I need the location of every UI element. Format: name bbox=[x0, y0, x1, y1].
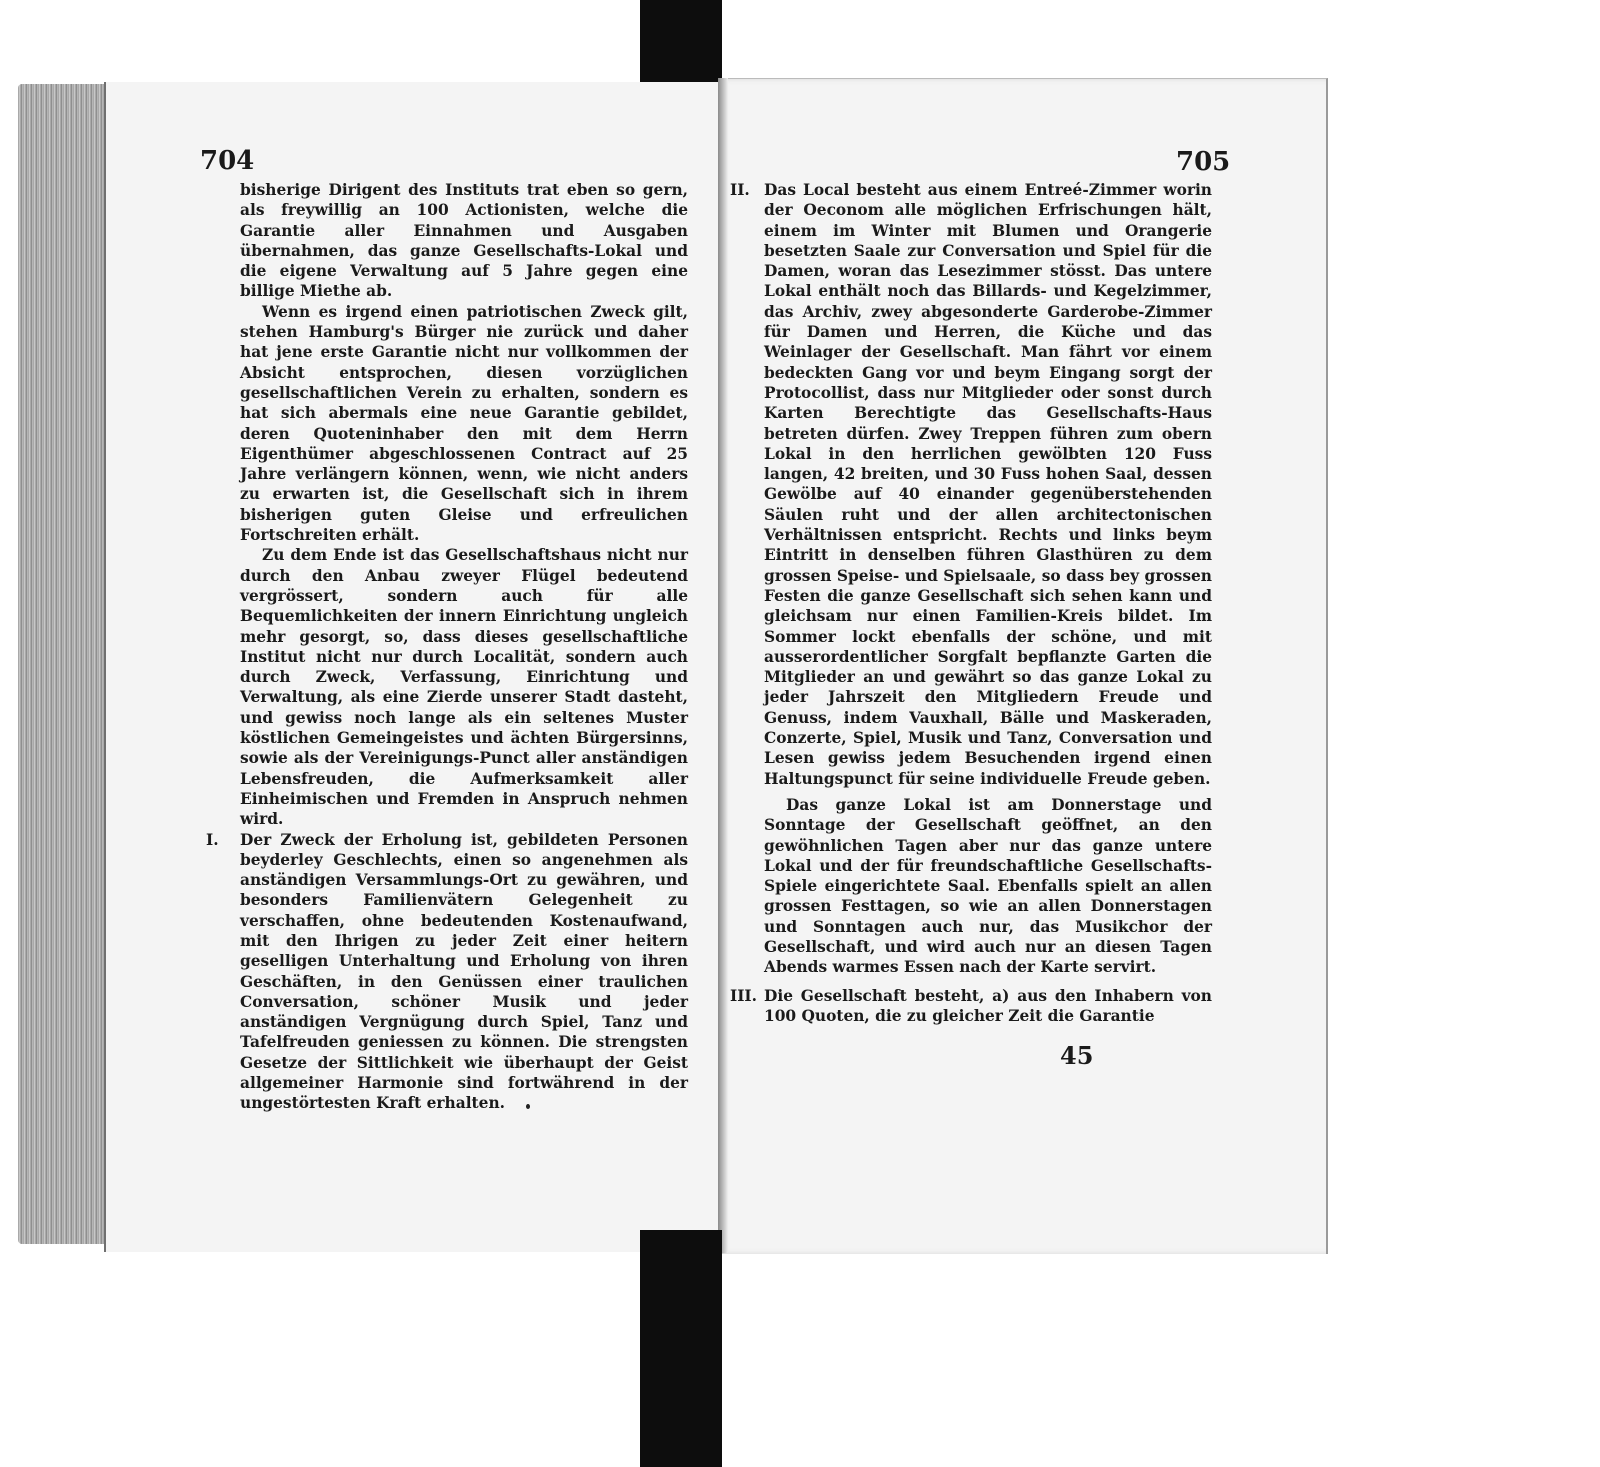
page-edges bbox=[18, 84, 113, 1244]
gutter-shadow bbox=[718, 78, 728, 1253]
section-I bbox=[206, 830, 688, 1114]
page-number-right: 705 bbox=[1176, 147, 1231, 177]
page-number-left: 704 bbox=[200, 146, 255, 176]
paragraph: Zu dem Ende ist das Gesellschaftshaus nicht nur durch den Anbau zweyer Flügel bedeutend vergrössert, sondern auch für alle Bequemlichkeiten der innern Einrichtung ungleich mehr gesorgt, so, dass dieses gesellschaftliche Institut nicht nur durch Localität, sondern auch durch Zweck, Verfassung, Einrichtung und Verwaltung, als eine Zierde unserer Stadt dasteht, und gewiss noch lange als ein seltenes Muster köstlichen Gemeingeistes und ächten Bürgersinns, sowie als der Vereinigungs-Punct aller anständigen Lebensfreuden, die Aufmerksamkeit aller Einheimischen und Fremden in Anspruch nehmen wird. bbox=[240, 546, 688, 829]
open-book bbox=[18, 78, 1308, 1258]
right-page-text bbox=[730, 180, 1212, 1026]
section-II bbox=[730, 180, 1212, 978]
signature-mark: 45 bbox=[1060, 1041, 1094, 1070]
section-III bbox=[730, 986, 1212, 1027]
section-text: Das Local besteht aus einem Entreé-Zimmer worin der Oeconom alle möglichen Erfrischungen hält, einem im Winter mit Blumen und Orangerie besetzten Saale zur Conversation und Spiel für die Damen, woran das Lesezimmer stösst. Das untere Lokal enthält noch das Billards- und Kegelzimmer, das Archiv, zwey abgesonderte Garderobe-Zimmer für Damen und Herren, die Küche und das Weinlager der Gesellschaft. Man fährt vor einem bedeckten Gang vor und beym Eingang sorgt der Protocollist, dass nur Mitglieder oder sonst durch Karten Berechtigte das Gesellschafts-Haus betreten dürfen. Zwey Treppen führen zum obern Lokal in den herrlichen gewölbten 120 Fuss langen, 42 breiten, und 30 Fuss hohen Saal, dessen Gewölbe auf 40 einander gegenüberstehenden Säulen ruht und der allen architectonischen Verhältnissen entspricht. Rechts und links beym Eintritt in denselben führen Glasthüren zu dem grossen Speise- und Spielsaale, so dass bey grossen Festen die ganze Gesellschaft sich sehen kann und gleichsam nur einen Familien-Kreis bildet. Im Sommer lockt ebenfalls der schöne, und mit ausserordentlicher Sorgfalt bepflanzte Garten die Mitglieder an und gewährt so das ganze Lokal zu jeder Jahrszeit den Mitgliedern Freude und Genuss, indem Vauxhall, Bälle und Maskeraden, Conzerte, Spiel, Musik und Tanz, Conversation und Lesen gewiss jedem Besuchenden irgend einen Haltungspunct für seine individuelle Freude geben. bbox=[764, 181, 1212, 788]
binding-strip-bottom bbox=[640, 1230, 722, 1467]
section-mark: II. bbox=[730, 181, 750, 199]
right-page bbox=[718, 78, 1328, 1254]
section-mark: III. bbox=[730, 986, 757, 1005]
paragraph: bisherige Dirigent des Instituts trat eben so gern, als freywillig an 100 Actionisten, welche die Garantie aller Einnahmen und Ausgaben übernahmen, das ganze Gesellschafts-Lokal und die eigene Verwaltung auf 5 Jahre gegen eine billige Miethe ab. bbox=[240, 181, 688, 301]
section-text: Die Gesellschaft besteht, a) aus den Inhabern von 100 Quoten, die zu gleicher Zeit die Garantie bbox=[764, 986, 1212, 1025]
paragraph: Wenn es irgend einen patriotischen Zweck gilt, stehen Hamburg's Bürger nie zurück und daher hat jene erste Garantie nicht nur vollkommen der Absicht entsprochen, diesen vorzüglichen gesellschaftlichen Verein zu erhalten, sondern es hat sich abermals eine neue Garantie gebildet, deren Quoteninhaber den mit dem Herrn Eigenthümer abgeschlossenen Contract auf 25 Jahre verlängern können, wenn, wie nicht anders zu erwarten ist, die Gesellschaft sich in ihrem bisherigen guten Gleise und erfreulichen Fortschreiten erhält. bbox=[240, 302, 688, 545]
section-mark: I. bbox=[206, 830, 219, 849]
left-page-text bbox=[206, 180, 688, 1114]
ink-dot bbox=[526, 1104, 530, 1109]
paragraph: Das ganze Lokal ist am Donnerstage und Sonntage der Gesellschaft geöffnet, an den gewöhnlichen Tagen aber nur das ganze untere Lokal und der für freundschaftliche Gesellschafts-Spiele eingerichtete Saal. Ebenfalls spielt an allen grossen Festtagen, so wie an allen Donnerstagen und Sonntagen auch nur, das Musikchor der Gesellschaft, und wird auch nur an diesen Tagen Abends warmes Essen nach der Karte servirt. bbox=[764, 795, 1212, 977]
left-page bbox=[104, 82, 726, 1252]
section-text: Der Zweck der Erholung ist, gebildeten Personen beyderley Geschlechts, einen so angenehmen als anständigen Versammlungs-Ort zu gewähren, und besonders Familienvätern Gelegenheit zu verschaffen, ohne bedeutenden Kostenaufwand, mit den Ihrigen zu jeder Zeit einer heitern geselligen Unterhaltung und Erholung von ihren Geschäften, in den Genüssen einer traulichen Conversation, schöner Musik und jeder anständigen Vergnügung durch Spiel, Tanz und Tafelfreuden geniessen zu können. Die strengsten Gesetze der Sittlichkeit wie überhaupt der Geist allgemeiner Harmonie sind fortwährend in der ungestörtesten Kraft erhalten. bbox=[240, 830, 688, 1113]
